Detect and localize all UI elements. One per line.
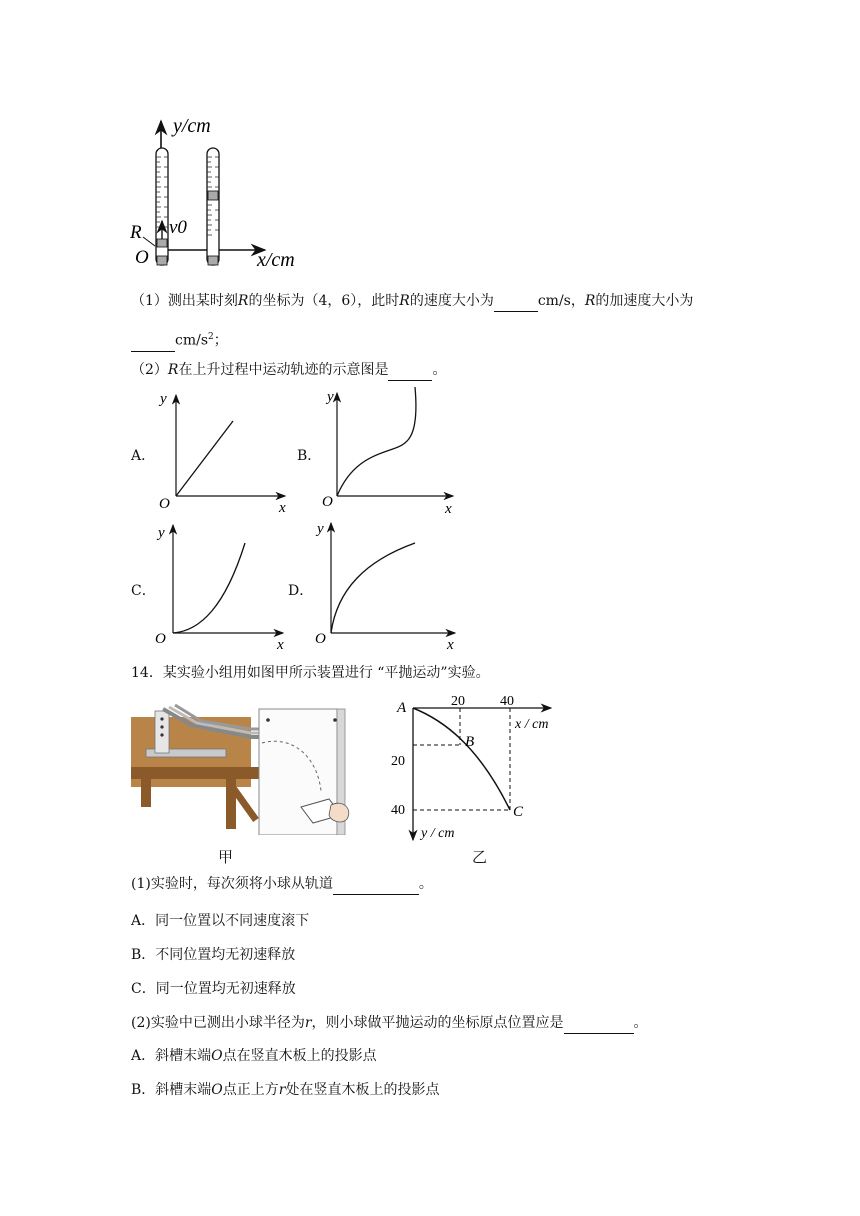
q14-sub2-option-A[interactable]: A．斜槽末端O点在竖直木板上的投影点	[131, 1048, 377, 1064]
q14-stem: 14．某实验小组用如图甲所示装置进行 “平抛运动”实验。	[131, 665, 490, 681]
graph-D[interactable]	[315, 521, 455, 650]
right-tube	[207, 148, 219, 265]
q14-sub1: (1)实验时，每次须将小球从轨道 。	[131, 874, 433, 895]
svg-text:x: x	[447, 637, 454, 650]
svg-text:40: 40	[500, 694, 514, 709]
answer-blank[interactable]	[333, 874, 419, 895]
answer-blank[interactable]	[388, 360, 432, 381]
q14-sub2-option-B[interactable]: B．斜槽末端O点正上方r处在竖直木板上的投影点	[131, 1082, 440, 1098]
graph-B[interactable]	[322, 387, 453, 517]
choice-B-label[interactable]: B．	[297, 448, 322, 464]
q14-sub2: (2)实验中已测出小球半径为r，则小球做平抛运动的坐标原点位置应是 。	[131, 1013, 648, 1034]
point-R-label: R	[130, 222, 142, 243]
svg-text:O: O	[155, 631, 166, 647]
answer-blank[interactable]	[494, 291, 538, 312]
figure-jia-label: 甲	[218, 848, 234, 866]
q1-part1-line2: $cm/s^2$；	[131, 327, 228, 352]
choice-A-label[interactable]: A．	[131, 448, 156, 464]
svg-text:x: x	[445, 501, 452, 517]
q14-sub1-option-B[interactable]: B．不同位置均无初速释放	[131, 947, 296, 963]
svg-text:C: C	[513, 804, 524, 820]
svg-text:20: 20	[391, 754, 405, 769]
axis-x-label: x/cm	[257, 249, 295, 271]
v0-label: v0	[169, 217, 187, 238]
svg-text:y: y	[160, 391, 167, 407]
graph-C[interactable]	[155, 525, 284, 650]
tube-figure	[125, 115, 315, 275]
graph-C-curve	[173, 543, 245, 633]
svg-text:y: y	[317, 521, 324, 537]
svg-text:20: 20	[451, 694, 465, 709]
trajectory-curve	[413, 708, 510, 810]
graph-A-curve	[176, 421, 233, 496]
svg-text:40: 40	[391, 803, 405, 818]
svg-text:y: y	[158, 525, 165, 541]
figure-yi-label: 乙	[472, 848, 488, 866]
apparatus-illustration	[131, 695, 366, 835]
svg-text:y: y	[327, 389, 334, 405]
q14-sub1-option-C[interactable]: C．同一位置均无初速释放	[131, 981, 296, 997]
svg-text:y / cm: y / cm	[421, 826, 455, 841]
answer-blank[interactable]	[564, 1013, 634, 1034]
origin-label: O	[135, 247, 149, 268]
svg-text:O: O	[159, 496, 170, 512]
svg-text:x: x	[277, 637, 284, 650]
choice-C-label[interactable]: C．	[131, 583, 156, 599]
svg-text:O: O	[315, 631, 326, 647]
red-block-R	[157, 239, 167, 247]
left-tube	[156, 148, 168, 265]
svg-text:B: B	[465, 734, 475, 750]
svg-text:A: A	[397, 700, 407, 716]
choice-graphs	[125, 385, 475, 650]
graph-A[interactable]	[158, 391, 286, 516]
trajectory-graph	[383, 690, 558, 845]
svg-text:x / cm: x / cm	[515, 717, 549, 732]
graph-B-curve	[337, 387, 416, 496]
axis-y-label: y/cm	[173, 115, 211, 137]
q1-part1-line1: （1）测出某时刻R的坐标为（4，6），此时R的速度大小为 cm/s，R的加速度大小为	[131, 291, 693, 312]
q1-part2: （2）R在上升过程中运动轨迹的示意图是 。	[131, 360, 446, 381]
graph-D-curve	[331, 543, 415, 633]
choice-D-label[interactable]: D．	[288, 583, 314, 599]
svg-text:O: O	[322, 494, 333, 510]
svg-text:x: x	[279, 500, 286, 516]
q14-sub1-option-A[interactable]: A．同一位置以不同速度滚下	[131, 913, 310, 929]
answer-blank[interactable]	[131, 331, 175, 352]
